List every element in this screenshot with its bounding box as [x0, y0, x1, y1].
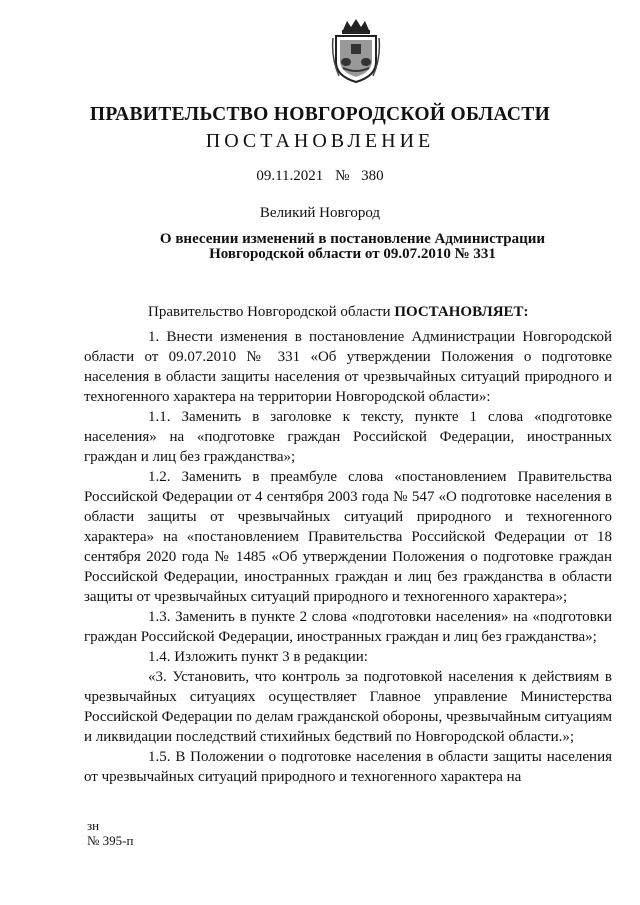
document-date: 09.11.2021	[256, 168, 324, 184]
preamble-text: Правительство Новгородской области	[148, 304, 395, 320]
paragraph-quote-3: «3. Установить, что контроль за подготовкой населения к действиям в чрезвычайных ситуациях осуществляет Главное управление Министерства Российской Федерации по делам гражданской обороны, чрезвычайным ситуациям и ликвидации последствий стихийных бедствий по Новгородской области.»;	[84, 669, 612, 745]
subject-line-2: Новгородской области от 09.07.2010 № 331	[209, 246, 496, 262]
number-sign: №	[335, 168, 350, 184]
date-number-line	[0, 168, 640, 185]
document-body	[84, 327, 612, 787]
city-name: Великий Новгород	[259, 205, 381, 221]
paragraph-1-3: 1.3. Заменить в пункте 2 слова «подготовки населения» на «подготовки граждан Российской Федерации, иностранных граждан и лиц без гражданства»;	[84, 609, 612, 645]
document-type: ПОСТАНОВЛЕНИЕ	[205, 130, 435, 152]
subject-line-1: О внесении изменений в постановление Администрации	[159, 231, 546, 247]
preamble	[148, 304, 529, 321]
footer	[87, 818, 133, 848]
paragraph-1-4: 1.4. Изложить пункт 3 в редакции:	[148, 649, 368, 665]
paragraph-1-5: 1.5. В Положении о подготовке населения в области защиты населения от чрезвычайных ситуаций природного и техногенного характера на	[84, 749, 612, 785]
document-number: 380	[361, 168, 384, 184]
paragraph-1: 1. Внести изменения в постановление Администрации Новгородской области от 09.07.2010 № 331 «Об утверждении Положения о подготовке населения в области защиты населения от чрезвычайных ситуаций природного и техногенного характера на территории Новгородской области»:	[84, 329, 612, 405]
footer-initials: зн	[87, 818, 100, 833]
footer-doc-code: № 395-п	[87, 833, 134, 848]
paragraph-1-1: 1.1. Заменить в заголовке к тексту, пункте 1 слова «подготовке населения» на «подготовке граждан Российской Федерации, иностранных граждан и лиц без гражданства»;	[84, 409, 612, 465]
document-subject	[150, 232, 555, 262]
coat-of-arms-emblem	[331, 18, 381, 84]
paragraph-1-2: 1.2. Заменить в преамбуле слова «постановлением Правительства Российской Федерации от 4 сентября 2003 года № 547 «О подготовке населения в области защиты от чрезвычайных ситуаций природного и техногенного характера» на «постановлением Правительства Российской Федерации от 18 сентября 2020 года № 1485 «Об утверждении Положения о подготовке граждан Российской Федерации, иностранных граждан и лиц без гражданства в области защиты от чрезвычайных ситуаций природного и техногенного характера»;	[84, 469, 612, 605]
preamble-verb: ПОСТАНОВЛЯЕТ:	[394, 304, 529, 320]
government-title: ПРАВИТЕЛЬСТВО НОВГОРОДСКОЙ ОБЛАСТИ	[89, 104, 551, 125]
